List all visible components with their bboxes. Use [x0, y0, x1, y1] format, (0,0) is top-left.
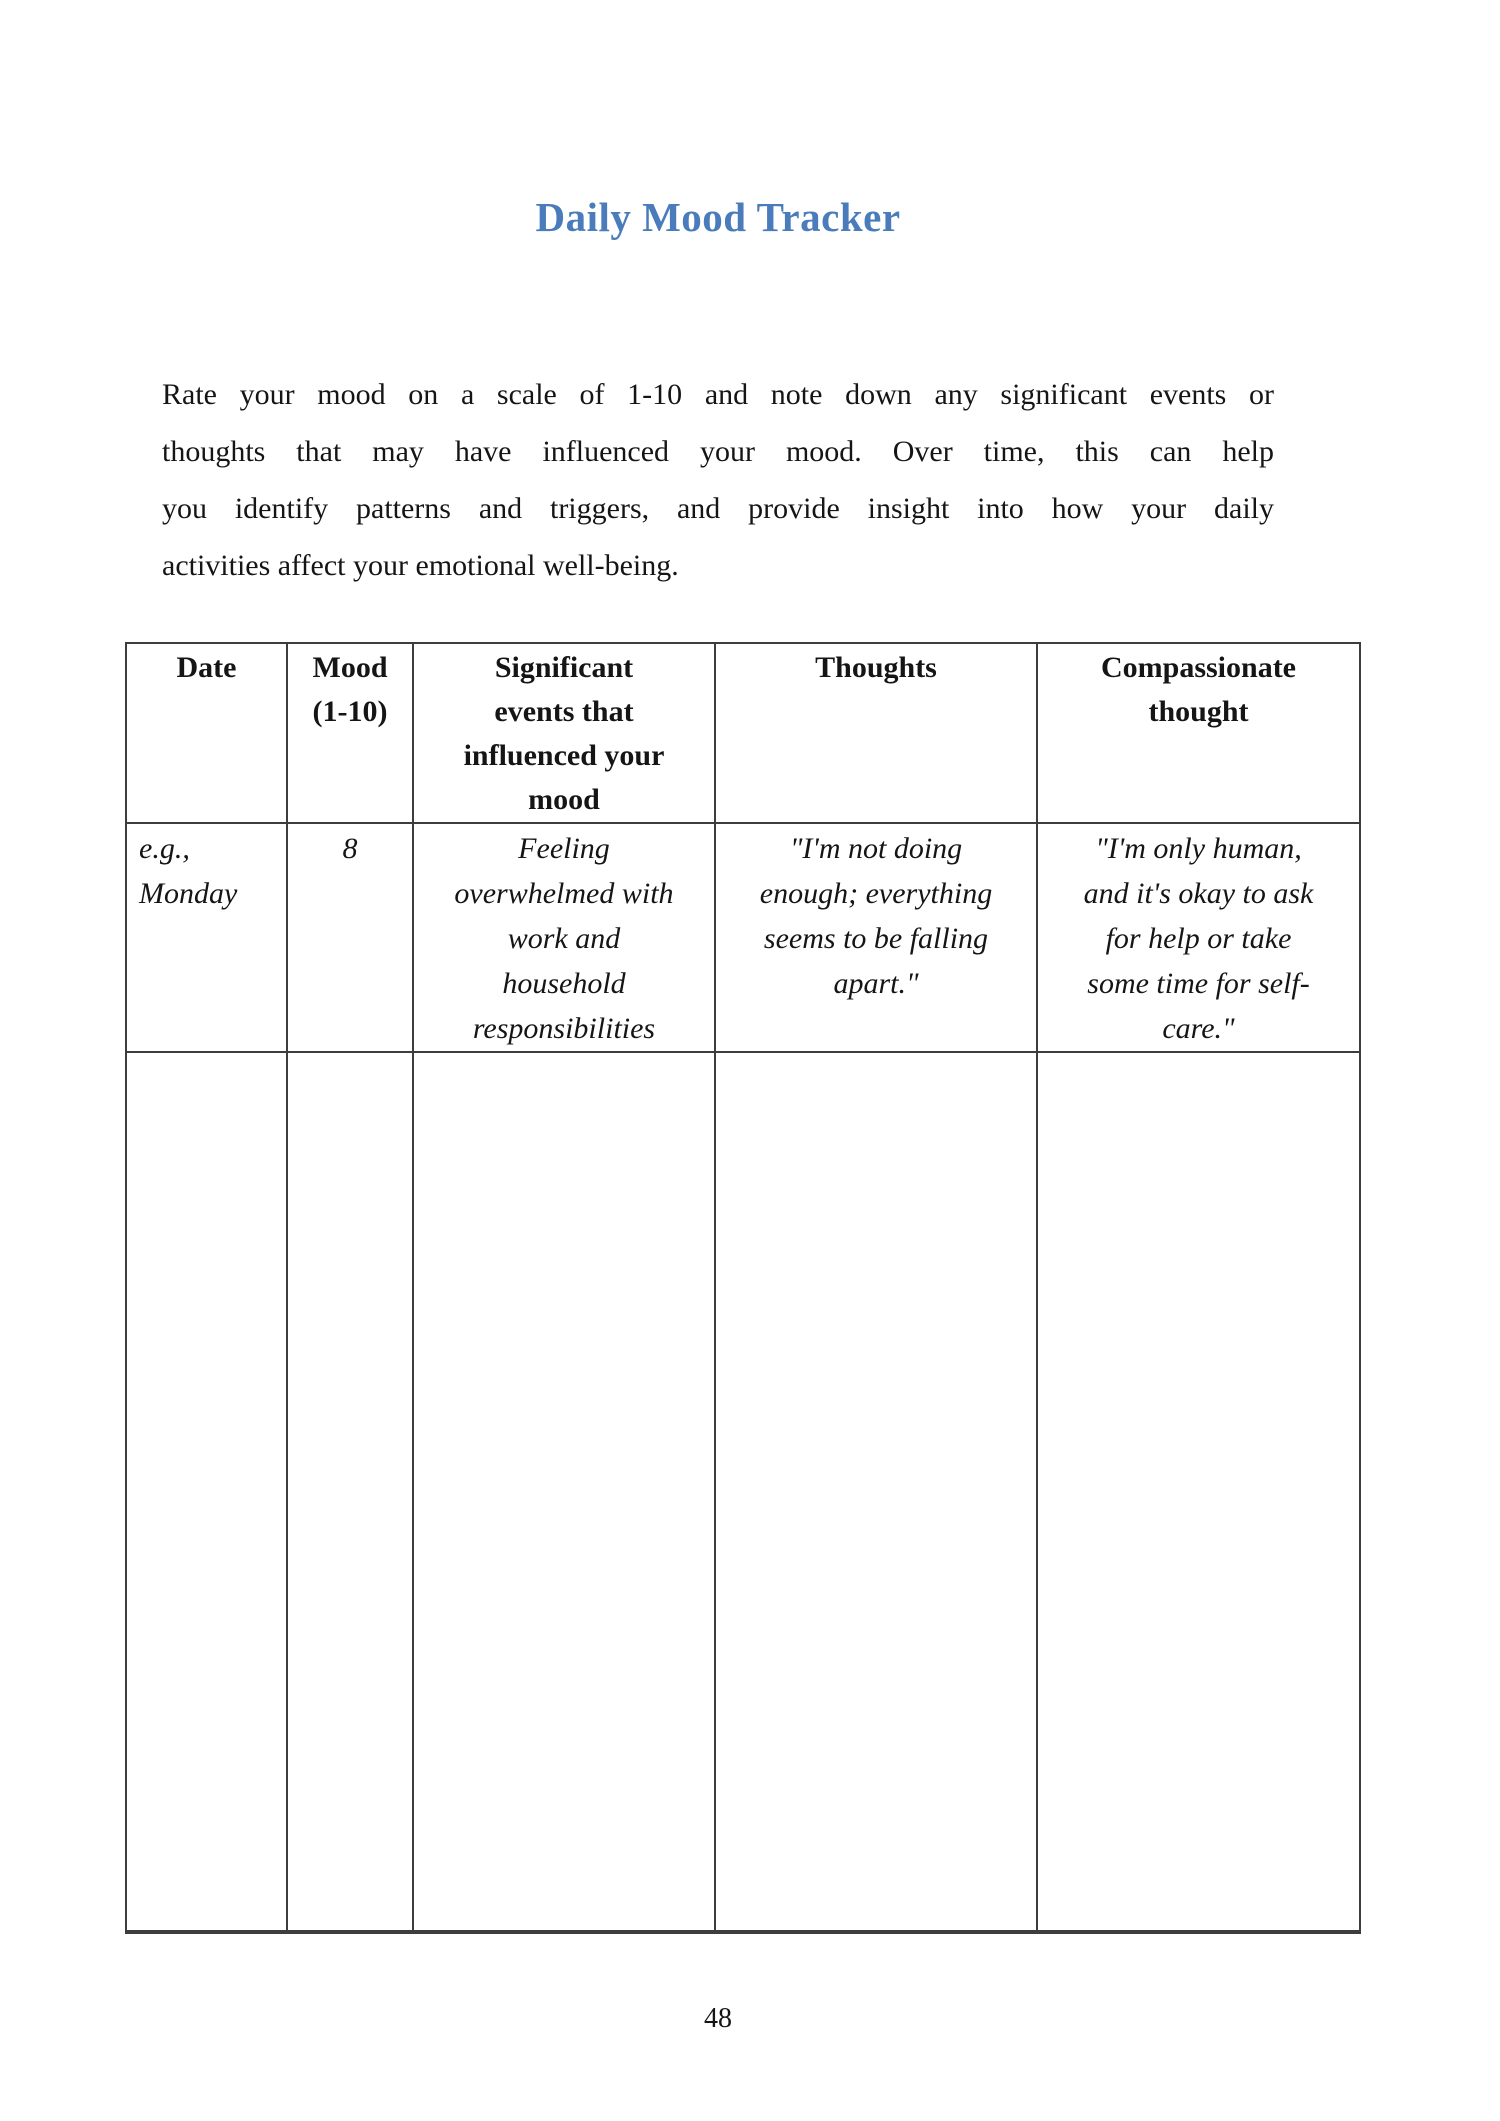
blank-cell-significant-events [413, 1052, 715, 1932]
example-row [126, 823, 1360, 1052]
blank-cell-thoughts [715, 1052, 1037, 1932]
page-title: Daily Mood Tracker [535, 194, 901, 240]
header-cell-significant-events: Significant events that influenced your mood [413, 643, 715, 823]
mood-tracker-table [125, 642, 1361, 1934]
blank-entry-row [126, 1052, 1360, 1932]
blank-cell-compassionate-thought [1037, 1052, 1360, 1932]
header-cell-thoughts: Thoughts [715, 643, 1037, 823]
header-cell-date: Date [126, 643, 287, 823]
example-cell-thoughts: "I'm not doing enough; everything seems to be falling apart." [715, 823, 1037, 1052]
example-cell-significant-events: Feeling overwhelmed with work and household responsibilities [413, 823, 715, 1052]
intro-paragraph: Rate your mood on a scale of 1-10 and note down any significant events or thoughts that may have influenced your mood. Over time, this can help you identify patterns and triggers, and provide insight into how your daily activities affect your emotional well-being. [162, 378, 1274, 582]
table-header-row [126, 643, 1360, 823]
header-cell-compassionate-thought: Compassionate thought [1037, 643, 1360, 823]
header-cell-mood: Mood (1-10) [287, 643, 413, 823]
blank-cell-date [126, 1052, 287, 1932]
blank-cell-mood [287, 1052, 413, 1932]
example-cell-date: e.g., Monday [126, 823, 287, 1052]
page-number: 48 [704, 2003, 732, 2034]
example-cell-mood: 8 [287, 823, 413, 1052]
example-cell-compassionate-thought: "I'm only human, and it's okay to ask for help or take some time for self- care." [1037, 823, 1360, 1052]
